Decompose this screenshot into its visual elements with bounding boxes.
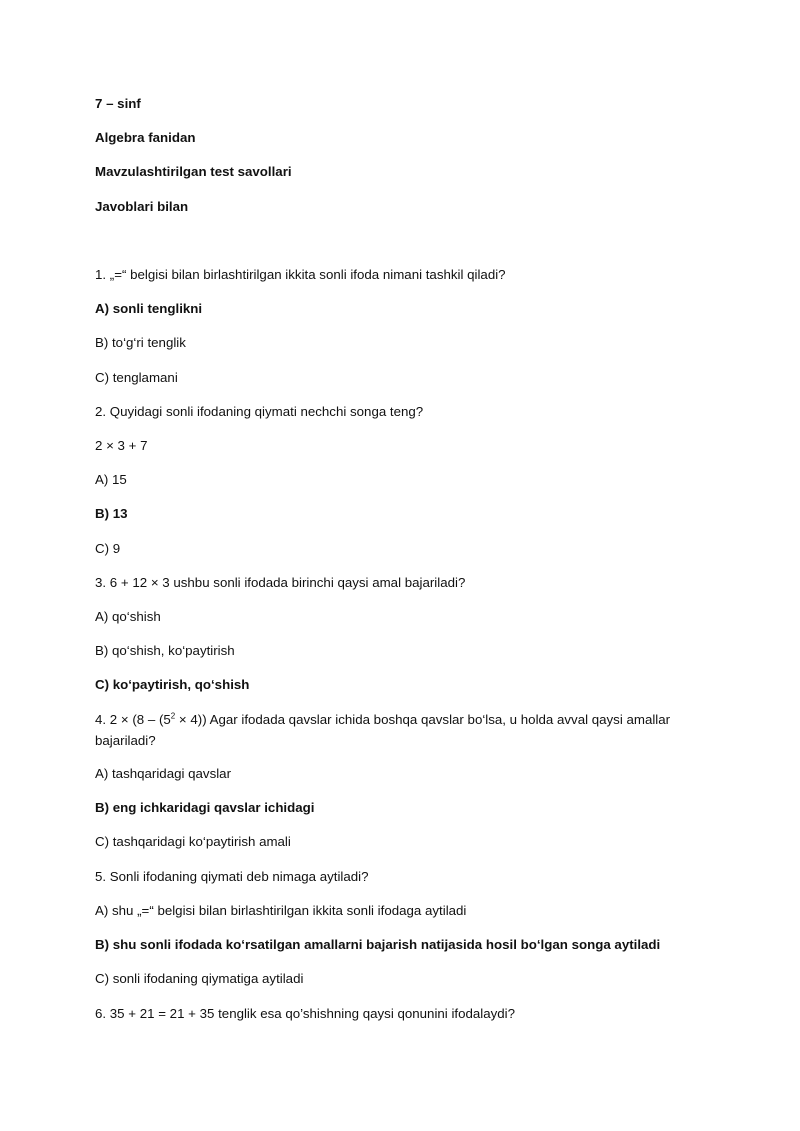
question-5-option-a: A) shu „=“ belgisi bilan birlashtirilgan ikkita sonli ifodaga aytiladi (95, 903, 467, 918)
question-2-option-b: B) 13 (95, 506, 128, 521)
question-2-option-c: C) 9 (95, 541, 121, 556)
question-2-expression: 2 × 3 + 7 (95, 438, 148, 453)
question-5-option-c: C) sonli ifodaning qiymatiga aytiladi (95, 971, 304, 986)
question-1: 1. „=“ belgisi bilan birlashtirilgan ikkita sonli ifoda nimani tashkil qiladi? (95, 267, 506, 282)
question-5: 5. Sonli ifodaning qiymati deb nimaga aytiladi? (95, 869, 369, 884)
question-4-option-b: B) eng ichkaridagi qavslar ichidagi (95, 800, 315, 815)
question-2: 2. Quyidagi sonli ifodaning qiymati nechchi songa teng? (95, 404, 424, 419)
question-4-text-after: × 4)) Agar ifodada qavslar ichida boshqa qavslar bo‘lsa, u holda avval qaysi amallar bajariladi? (95, 712, 671, 748)
question-6: 6. 35 + 21 = 21 + 35 tenglik esa qo’shishning qaysi qonunini ifodalaydi? (95, 1006, 516, 1021)
subtitle-heading: Javoblari bilan (95, 199, 189, 214)
question-3-option-c: C) ko‘paytirish, qo‘shish (95, 677, 250, 692)
question-3-option-a: A) qo‘shish (95, 609, 161, 624)
question-2-option-a: A) 15 (95, 472, 127, 487)
question-4 (95, 709, 685, 751)
grade-heading: 7 – sinf (95, 96, 141, 111)
question-4-exponent: 2 (170, 711, 176, 721)
question-1-option-b: B) to‘g‘ri tenglik (95, 335, 186, 350)
question-1-option-a: A) sonli tenglikni (95, 301, 203, 316)
question-5-option-b: B) shu sonli ifodada ko‘rsatilgan amallarni bajarish natijasida hosil bo‘lgan songa aytiladi (95, 937, 661, 952)
title-heading: Mavzulashtirilgan test savollari (95, 164, 292, 179)
question-4-option-a: A) tashqaridagi qavslar (95, 766, 231, 781)
question-4-option-c: C) tashqaridagi ko‘paytirish amali (95, 834, 291, 849)
question-4-text-before: 4. 2 × (8 – (5 (95, 712, 171, 727)
question-3: 3. 6 + 12 × 3 ushbu sonli ifodada birinchi qaysi amal bajariladi? (95, 575, 466, 590)
subject-heading: Algebra fanidan (95, 130, 196, 145)
question-3-option-b: B) qo‘shish, ko‘paytirish (95, 643, 235, 658)
question-1-option-c: C) tenglamani (95, 370, 178, 385)
